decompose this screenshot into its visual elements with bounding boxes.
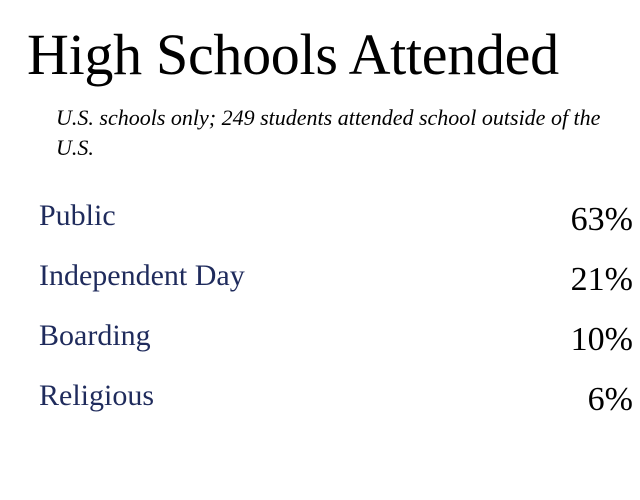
chart-subtitle: U.S. schools only; 249 students attended school outside of the U.S.	[56, 105, 601, 160]
row-value: 6%	[587, 381, 633, 418]
row-label: Public	[39, 199, 116, 232]
row-label: Independent Day	[39, 259, 245, 292]
table-row	[0, 321, 640, 371]
row-value: 10%	[570, 321, 633, 358]
table-row	[0, 261, 640, 311]
row-value: 63%	[570, 201, 633, 238]
table-row	[0, 201, 640, 251]
chart-title: High Schools Attended	[27, 22, 559, 87]
row-label: Boarding	[39, 319, 151, 352]
row-label: Religious	[39, 379, 155, 412]
table-row	[0, 381, 640, 431]
row-value: 21%	[570, 261, 633, 298]
